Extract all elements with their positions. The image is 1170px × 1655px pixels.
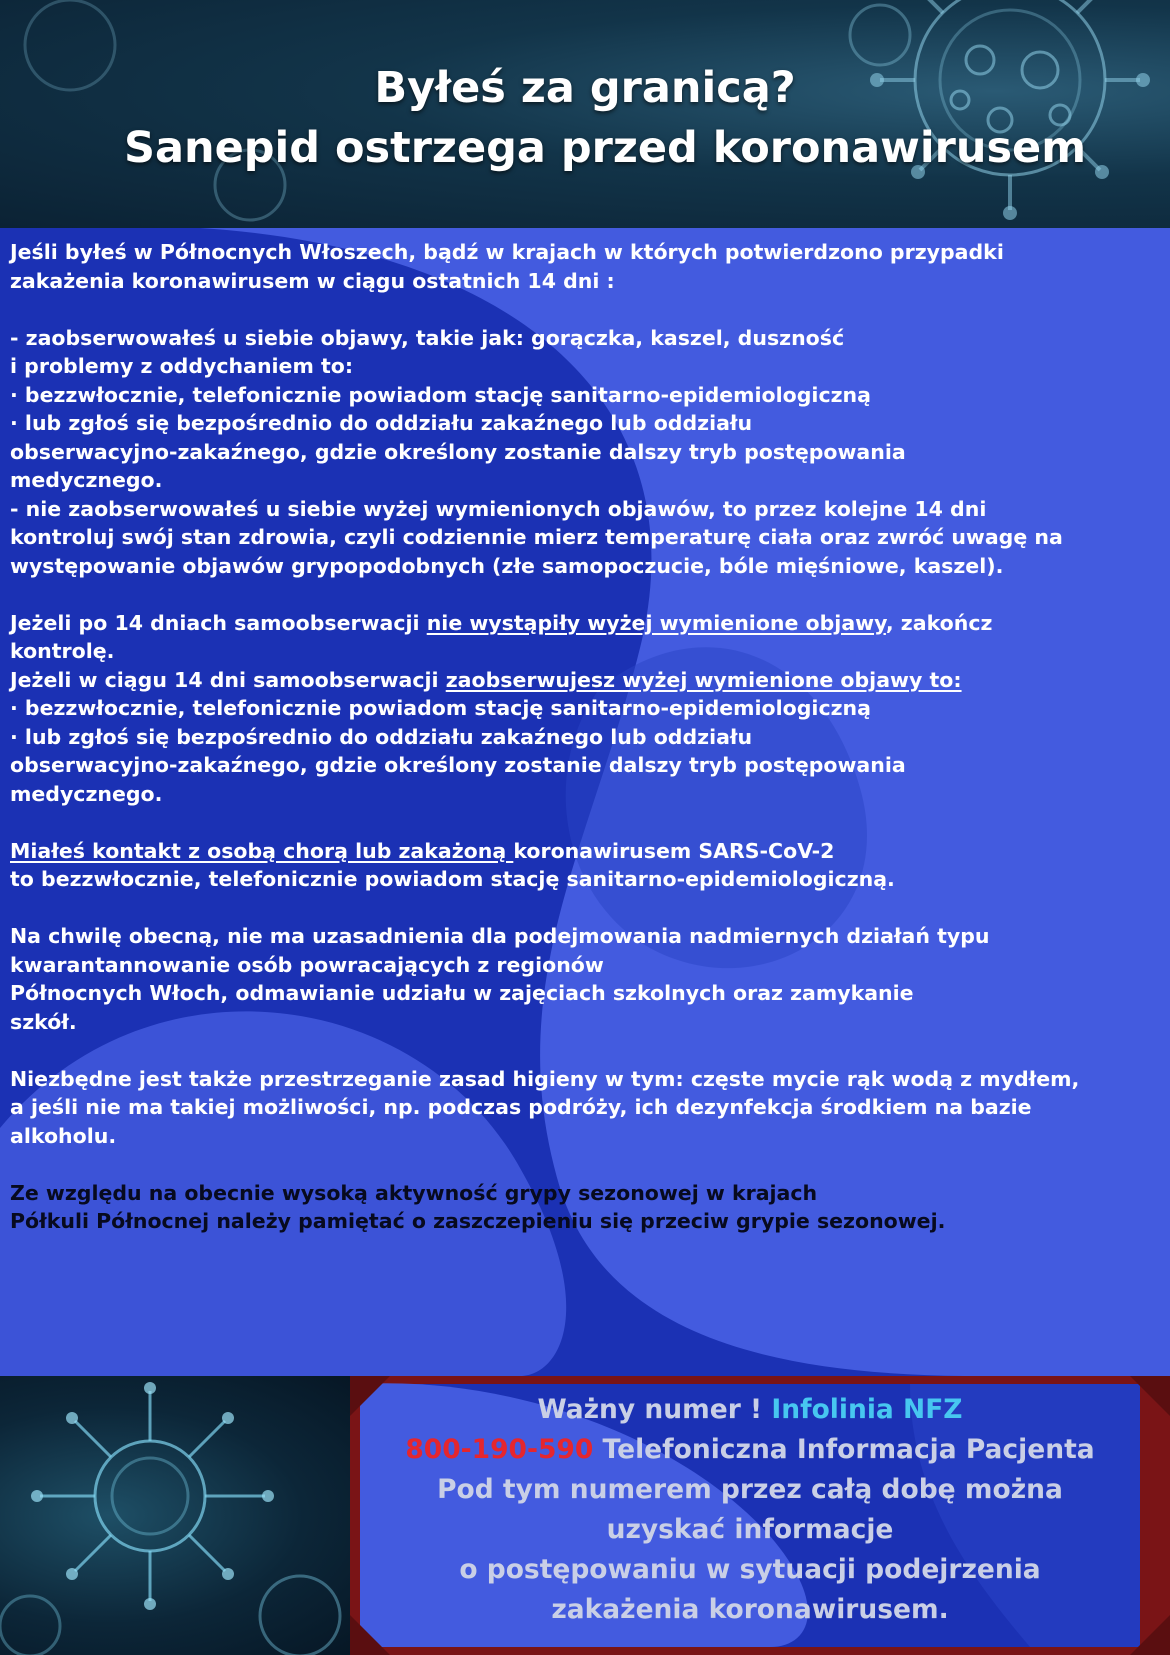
hygiene-line: a jeśli nie ma takiej możliwości, np. podczas podróży, ich dezynfekcja środkiem na bazie <box>10 1095 1032 1119</box>
bullet-item: · lub zgłoś się bezpośrednio do oddziału zakaźnego lub oddziału <box>10 724 753 749</box>
hotline-desc-line: zakażenia koronawirusem. <box>551 1594 949 1625</box>
symptoms-line: i problemy z oddychaniem to: <box>10 354 354 378</box>
during-14-days-line: Jeżeli w ciągu 14 dni samoobserwacji zaobserwujesz wyżej wymienione objawy to: <box>10 667 962 692</box>
title-line-1: Byłeś za granicą? <box>374 63 796 113</box>
hygiene-line: Niezbędne jest także przestrzeganie zasad higieny w tym: częste mycie rąk wodą z mydłem, <box>10 1066 1080 1091</box>
contact-line: to bezzwłocznie, telefonicznie powiadom stację sanitarno-epidemiologiczną. <box>10 867 895 891</box>
bullet-item: · bezzwłocznie, telefonicznie powiadom stację sanitarno-epidemiologiczną <box>10 382 871 407</box>
bullet-item: · bezzwłocznie, telefonicznie powiadom stację sanitarno-epidemiologiczną <box>10 696 871 720</box>
quarantine-line: Na chwilę obecną, nie ma uzasadnienia dla podejmowania nadmiernych działań typu <box>10 924 990 948</box>
intro-line: zakażenia koronawirusem w ciągu ostatnich 14 dni : <box>10 268 615 293</box>
flu-line: Półkuli Północnej należy pamiętać o zaszczepieniu się przeciw grypie sezonowej. <box>10 1209 946 1233</box>
hotline-info <box>360 1390 1140 1630</box>
contact-line: Miałeś kontakt z osobą chorą lub zakażoną koronawirusem SARS-CoV-2 <box>10 838 835 863</box>
phone-line: 800-190-590 Telefoniczna Informacja Pacjenta <box>405 1434 1095 1465</box>
hygiene-line: alkoholu. <box>10 1123 117 1148</box>
bullet-continuation: obserwacyjno-zakaźnego, gdzie określony zostanie dalszy tryb postępowania <box>10 439 906 464</box>
bullet-continuation: obserwacyjno-zakaźnego, gdzie określony zostanie dalszy tryb postępowania <box>10 753 906 777</box>
bullet-continuation: medycznego. <box>10 468 163 492</box>
phone-number[interactable]: 800-190-590 <box>405 1434 594 1465</box>
after-14-days-line: kontrolę. <box>10 639 115 663</box>
no-symptoms-line: występowanie objawów grypopodobnych (złe samopoczucie, bóle mięśniowe, kaszel). <box>10 553 1004 578</box>
hotline-desc-line: uzyskać informacje <box>606 1514 894 1545</box>
footer-hotline-section <box>0 1376 1170 1655</box>
hotline-title: Ważny numer ! Infolinia NFZ <box>537 1394 963 1425</box>
bullet-item: · lub zgłoś się bezpośrednio do oddziału zakaźnego lub oddziału <box>10 411 753 435</box>
no-symptoms-line: - nie zaobserwowałeś u siebie wyżej wymienionych objawów, to przez kolejne 14 dni <box>10 496 987 521</box>
bullet-continuation: medycznego. <box>10 781 163 806</box>
advisory-text <box>10 238 1160 1236</box>
quarantine-line: szkół. <box>10 1009 77 1034</box>
after-14-days-line: Jeżeli po 14 dniach samoobserwacji nie wystąpiły wyżej wymienione objawy, zakończ <box>10 610 993 635</box>
page-title <box>0 58 1170 178</box>
no-symptoms-line: kontroluj swój stan zdrowia, czyli codziennie mierz temperaturę ciała oraz zwróć uwagę na <box>10 525 1063 549</box>
quarantine-line: kwarantannowanie osób powracających z regionów <box>10 952 604 977</box>
symptoms-line: - zaobserwowałeś u siebie objawy, takie jak: gorączka, kaszel, duszność <box>10 325 845 350</box>
hotline-name: Infolinia NFZ <box>771 1394 963 1425</box>
quarantine-line: Północnych Włoch, odmawianie udziału w zajęciach szkolnych oraz zamykanie <box>10 981 914 1005</box>
virus-image <box>0 1376 360 1655</box>
intro-line: Jeśli byłeś w Północnych Włoszech, bądź w krajach w których potwierdzono przypadki <box>10 240 1004 264</box>
header-banner <box>0 0 1170 228</box>
hotline-desc-line: Pod tym numerem przez całą dobę można <box>437 1474 1063 1505</box>
main-content-panel <box>0 228 1170 1376</box>
title-line-2: Sanepid ostrzega przed koronawirusem <box>123 123 1087 173</box>
flu-line: Ze względu na obecnie wysoką aktywność grypy sezonowej w krajach <box>10 1180 818 1205</box>
virus-icon <box>0 1376 360 1655</box>
hotline-desc-line: o postępowaniu w sytuacji podejrzenia <box>459 1554 1041 1585</box>
